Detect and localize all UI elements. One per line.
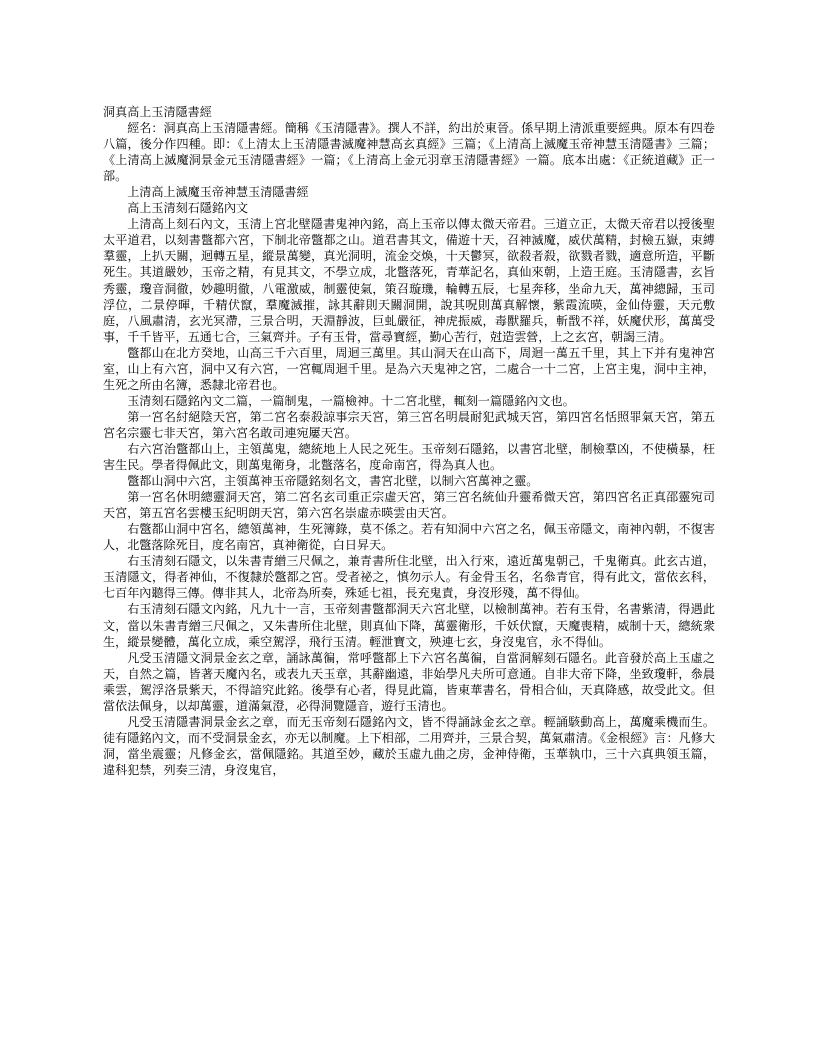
paragraph-body-8: 右鄨都山洞中宮名，總領萬神，生死簿錄，莫不係之。若有知洞中六宮之名，佩玉帝隱文，南神內朝，不復害人，北鄨落除死目，度名南宮，真神衛從，白日昇天。 [103,522,715,553]
paragraph-body-4: 第一宮名紂絕陰天宮，第二宮名泰殺諒事宗天宮，第三宮名明晨耐犯武城天宮，第四宮名恬照罪氣天宮，第五宮名宗靈七非天宮，第六宮名敢司連宛屢天宮。 [103,409,715,440]
paragraph-body-1: 上清高上刻石內文，玉清上宮北壁隱書鬼神內銘，高上玉帝以傳太微天帝君。三道立正，太微天帝君以授後聖太平道君，以刻書鄨都六宮，下制北帝鄨都之山。道君書其文，備遊十天，召神滅魔，威伏萬精，封檢五嶽，束縛羣靈，上扒天關，迴轉五星，縱景萬變，真光洞明，流金交煥，十天鬱冥，欲殺者殺，欲戮者戮，適意所造，平斷死生。其道嚴妙，玉帝之精，有見其文，不學立成，北鄨落死，青華記名，真仙來朝，上造王庭。玉清隱書，玄旨秀靈，瓊音洞徹，妙趣明徹，八電激威，制靈使氣，策召璇璣，輪轉五辰，七星奔移，坐命九天，萬神總歸，玉司浮位，二景停暉，千精伏竄，羣魔滅摧，詠其辭則天關洞開，說其呪則萬真解懷，紫霞流暎，金仙侍靈，天元敷庭，八風肅清，玄光冥滯，三景合明，天淵靜波，巨虬嚴征，神虎振威，毒獸羅兵，斬戬不祥，妖魔伏形，萬萬受事，千千皆平，五通七合，三氣齊并。子有玉骨，當尋寶經，勤心苦行，尅造雲營，上之玄宮，朝謁三清。 [103,217,715,344]
paragraph-body-7: 第一宮名休明總靈洞天宮，第二宮名玄司重正宗虛天宮，第三宮名統仙升靈希微天宮，第四宮名正真邵靈宛司天宮，第五宮名雲樓玉紀明朗天宮，第六宮名崇虛赤暎雲由天宮。 [103,490,715,521]
paragraph-body-11: 凡受玉清隱文洞景金玄之章，誦詠萬徧，常呼鄨都上下六宮名萬徧，自當洞解刻石隱名。此音發於高上玉虛之天，自然之篇，皆著天魔內名，或表九天玉章，其辭幽遠，非始學凡夫所可意通。自非大帝下降，坐致瓊軒，叅晨乘雲，駕浮洛景紫天，不得諳究此銘。後學有心者，得見此篇，皆東華書名，骨相合仙，天真降感，故受此文。但當依法佩身，以却萬靈，道滿氣澄，必得洞覽隱音，遊行玉清也。 [103,650,715,713]
document-text-body [103,104,715,778]
document-title: 洞真高上玉清隱書經 [103,105,212,119]
paragraph-body-5: 右六宮治鄨都山上，主領萬鬼，總統地上人民之死生。玉帝刻石隱銘，以書宮北壁，制檢羣凶，不使橫暴，枉害生民。學者得佩此文，則萬鬼衛身，北鄨落名，度命南宮，得為真人也。 [103,441,715,473]
paragraph-body-6: 鄨都山洞中六宮，主領萬神玉帝隱銘刻名文，書宮北壁，以制六宮萬神之靈。 [127,474,539,489]
paragraph-body-3: 玉清刻石隱銘內文二篇，一篇制鬼，一篇檢神。十二宮北壁，輒刻一篇隱銘內文也。 [127,393,575,408]
section-heading-inner-text: 高上玉清刻石隱銘內文 [127,201,249,216]
paragraph-intro: 經名：洞真高上玉清隱書經。簡稱《玉清隱書》。撰人不詳，約出於東晉。係早期上清派重要經典。原本有四卷八篇，後分作四種。即：《上清太上玉清隱書滅魔神慧高玄真經》三篇；《上清高上滅魔玉帝神慧玉清隱書》三篇；《上清高上滅魔洞景金元玉清隱書經》一篇；《上清高上金元羽章玉清隱書經》一篇。底本出處：《正統道藏》正一部。 [103,121,715,184]
paragraph-body-12: 凡受玉清隱書洞景金玄之章，而无玉帝刻石隱銘內文，皆不得誦詠金玄之章。輕誦駭動高上，萬魔乘機而生。徒有隱銘內文，而不受洞景金玄，亦无以制魔。上下相部，二用齊并，三景合契，萬氣肅清。《金根經》言：凡修大洞，當坐震靈；凡修金玄，當佩隱銘。其道至妙，藏於玉虛九曲之房，金神侍衛，玉華執巾，三十六真典領玉篇，違科犯禁，列奏三清，身沒鬼官， [103,714,715,777]
paragraph-body-10: 右玉清刻石隱文內銘，凡九十一言，玉帝刻書鄨都洞天六宮北壁，以檢制萬神。若有玉骨，名書紫清，得遇此文，當以朱書青繒三尺佩之，又朱書所住北壁，則真仙下降，萬靈衛形，千妖伏竄，天魔喪精，威制十天，總統衆生，縱景變體，萬化立成，乘空駕浮，飛行玉清。輕泄寶文，殃連七玄，身沒鬼官，永不得仙。 [103,602,715,649]
paragraph-body-9: 右玉清刻石隱文，以朱書青繒三尺佩之，兼青書所住北壁，出入行來，遠近萬鬼朝己，千鬼衛真。此玄古道，玉清隱文，得者神仙，不復隸於鄨都之宮。受者祕之，慎勿示人。有金骨玉名，名叅青官，得有此文，當依玄科，七百年內聽得三傳。傳非其人，北帝為所奏，殊延七祖，長充鬼責，身沒形殘，萬不得仙。 [103,554,715,601]
paragraph-body-2: 鄨都山在北方癸地，山高三千六百里，周迴三萬里。其山洞天在山高下，周迴一萬五千里，其上下并有鬼神宮室，山上有六宮，洞中又有六宮，一宮輒周迴千里。是為六天鬼神之宮，二處合一十二宮，上宮主鬼，洞中主神，生死之所由名簿，悉隸北帝君也。 [103,345,715,392]
section-heading-scripture-title: 上清高上滅魔玉帝神慧玉清隱書經 [127,185,309,200]
